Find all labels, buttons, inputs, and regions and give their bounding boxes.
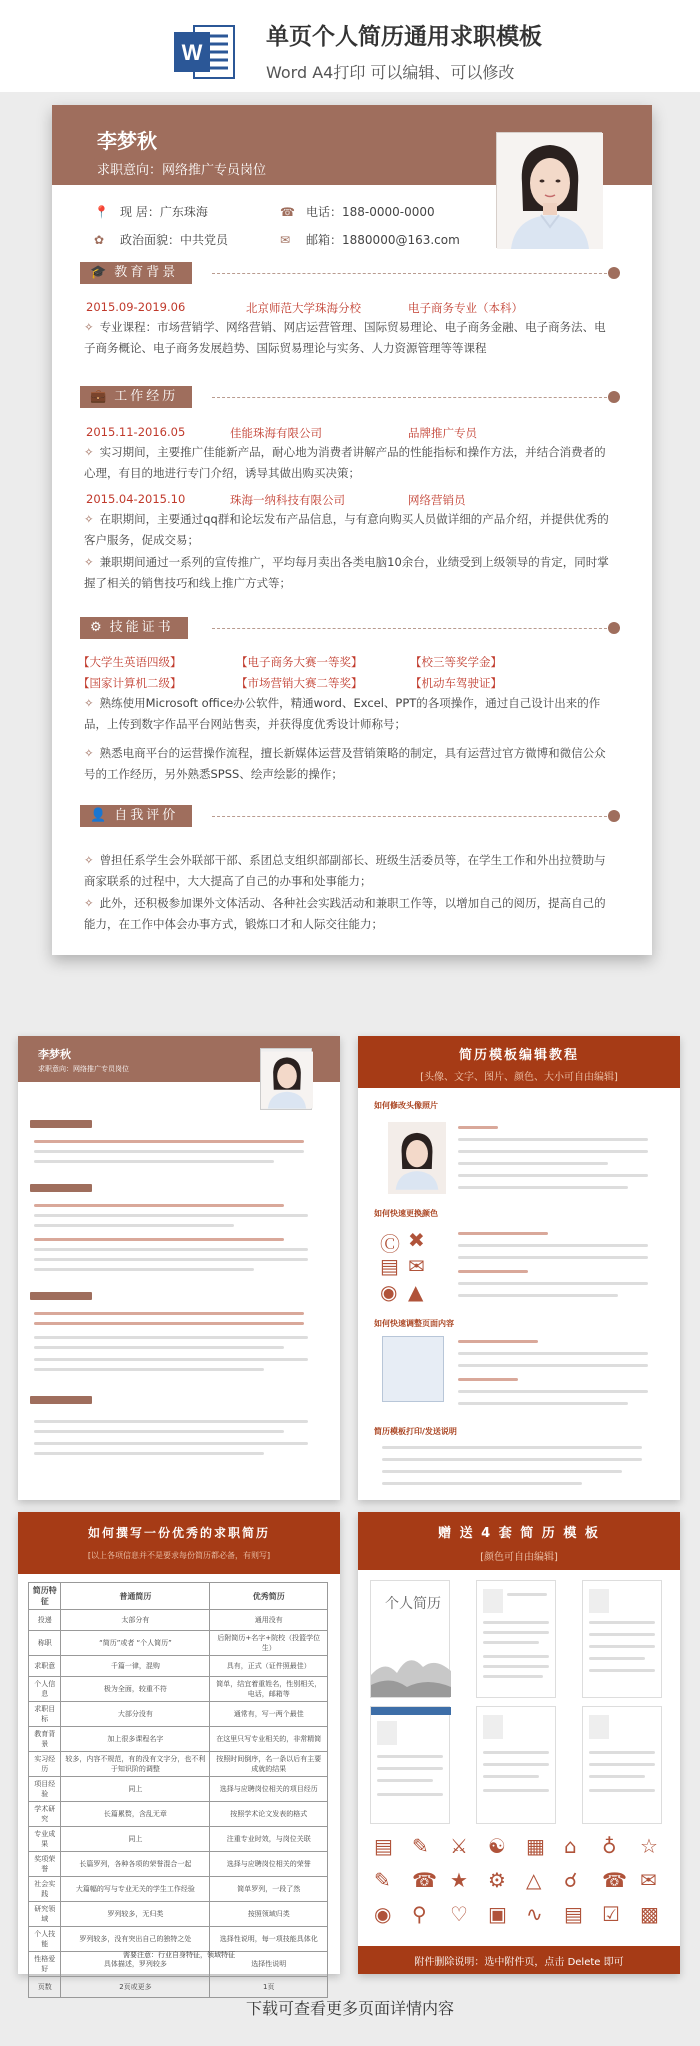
table-cell: 选择与应聘岗位相关的荣誉 — [210, 1852, 328, 1877]
table-row — [29, 1777, 328, 1802]
section-dot — [608, 391, 620, 403]
page-header — [0, 0, 700, 92]
table-cell: 个人信息 — [29, 1677, 61, 1702]
table-cell: 选择性说明 — [210, 1952, 328, 1977]
thumb-gift: 赠 送 4 套 简 历 模 板 [颜色可自由编辑] 个人简历 ▤ ✎ ⚔ ☯ ▦ ⌂ ♁ ☆ ✎ ☎ ★ ⚙ △ ☌ ☎ ✉ ◉ ⚲ ♡ ▣ ∿ ▤ ☑ ▩ 附件删除说明：选中附件页，点击 Delete 即可 — [358, 1512, 680, 1974]
email-value: 1880000@163.com — [342, 233, 460, 247]
skill-item: ✧ 熟练使用Microsoft office办公软件，精通word、Excel、PPT的各项操作，通过自己设计出来的作品，上传到数字作品平台网站售卖，并获得度优秀设计师称号； — [84, 696, 601, 731]
cert-item: 【校三等奖学金】 — [410, 655, 502, 669]
thumb-resume-target: 求职意向：网络推广专员岗位 — [38, 1065, 129, 1073]
table-cell: 加上很多课程名字 — [61, 1727, 210, 1752]
tutorial-title: 简历模板编辑教程 — [458, 1048, 579, 1063]
table-row — [29, 1727, 328, 1752]
location-pin-icon: 📍 — [94, 205, 109, 219]
thumb-tutorial: 简历模板编辑教程 [头像、文字、图片、颜色、大小可自由编辑] 如何修改头像照片 如何快速更换颜色 Ⓒ ✖ ▤ ✉ ◉ ▲ 如何快速调整页面内容 简历模板打印/发送说明 — [358, 1036, 680, 1500]
politics-label: 政治面貌： — [120, 233, 181, 247]
info-location-row — [94, 203, 208, 220]
evaluation-item: ✧ 曾担任系学生会外联部干部、系团总支组织部副部长、班级生活委员等，在学生工作和外出拉赞助与商家联系的过程中，大大提高了自己的办事和处事能力； — [84, 853, 606, 888]
table-cell: 研究领域 — [29, 1902, 61, 1927]
word-doc-icon — [174, 22, 236, 82]
doc-icon: ▤ — [380, 1254, 399, 1278]
cert-item: 【电子商务大赛一等奖】 — [236, 655, 363, 669]
table-cell: 罗列较多，无归类 — [61, 1902, 210, 1927]
camera-icon: ◉ — [380, 1280, 398, 1304]
table-cell: 教育背景 — [29, 1727, 61, 1752]
table-cell: “简历”或者 “个人简历” — [61, 1631, 210, 1656]
location-value: 广东珠海 — [159, 205, 208, 219]
table-cell: 同上 — [61, 1827, 210, 1852]
leaf-icon: ✿ — [94, 233, 105, 247]
table-row — [29, 1827, 328, 1852]
table-cell: 奖项荣誉 — [29, 1852, 61, 1877]
table-cell: 页数 — [29, 1977, 61, 1998]
phone-value: 188-0000-0000 — [342, 205, 435, 219]
table-cell: 千篇一律，混购 — [61, 1656, 210, 1677]
table-row — [29, 1977, 328, 1998]
page-title: 单页个人简历通用求职模板 — [266, 24, 542, 50]
table-cell: 简单罗列，一段了然 — [210, 1877, 328, 1902]
thumb-howto — [18, 1512, 340, 1991]
howto-subtitle: [以上各项信息并不是要求每份简历都必备，有则写] — [87, 1551, 271, 1560]
howto-footer: 需要注意：行业自身特征，领域特征 — [123, 1951, 235, 1959]
table-row — [29, 1677, 328, 1702]
table-cell: 选择与应聘岗位相关的项目经历 — [210, 1777, 328, 1802]
gift-subtitle: [颜色可自由编辑] — [480, 1552, 558, 1563]
work-item: ✧ 兼职期间通过一系列的宣传推广，平均每月卖出各类电脑10余台，业绩受到上级领导的肯定，同时掌握了相关的销售技巧和线上推广方式等； — [84, 555, 609, 590]
table-cell: 称职 — [29, 1631, 61, 1656]
table-cell: 实习经历 — [29, 1752, 61, 1777]
thumb-resume — [18, 1036, 340, 1500]
mini-template-5 — [476, 1706, 556, 1824]
mail-icon: ✉ — [408, 1254, 425, 1278]
table-row — [29, 1802, 328, 1827]
table-cell: 后附简历+名字+院校（投篮学位生） — [210, 1631, 328, 1656]
section-dot — [608, 622, 620, 634]
table-cell: 社会实践 — [29, 1877, 61, 1902]
table-cell: 简单，结宜着重姓名，性别相关，电话，邮箱等 — [210, 1677, 328, 1702]
person-icon: 👤 — [90, 808, 107, 823]
work-item: ✧ 实习期间，主要推广佳能新产品，耐心地为消费者讲解产品的性能指标和操作方法，并结合消费者的心理，有目的地进行专门介绍，诱导其做出购买决策； — [84, 445, 606, 480]
mini-template-1: 个人简历 — [370, 1580, 450, 1698]
politics-value: 中共党员 — [180, 233, 229, 247]
table-cell: 长篇罗列，各种各项的荣誉混合一起 — [61, 1852, 210, 1877]
section-skills-header: ⚙ 技能证书 — [80, 617, 188, 639]
section-dot — [608, 267, 620, 279]
gift-title: 赠 送 4 套 简 历 模 板 — [438, 1526, 600, 1541]
table-row — [29, 1631, 328, 1656]
resume-target: 求职意向：网络推广专员岗位 — [97, 163, 267, 178]
table-cell: 通用没有 — [210, 1610, 328, 1631]
tutorial-avatar — [388, 1122, 446, 1194]
cert-item: 【国家计算机二级】 — [78, 676, 182, 690]
table-cell: 求职目标 — [29, 1702, 61, 1727]
table-cell: 具有，正式（证件照最佳） — [210, 1656, 328, 1677]
table-cell: 按照学术论文发表的格式 — [210, 1802, 328, 1827]
table-cell: 项目经验 — [29, 1777, 61, 1802]
email-label: 邮箱： — [306, 233, 343, 247]
section-education-header: 🎓 教育背景 — [80, 262, 192, 284]
table-cell: 大部分没有 — [61, 1702, 210, 1727]
table-row — [29, 1852, 328, 1877]
section-evaluation-header: 👤 自我评价 — [80, 805, 192, 827]
table-row — [29, 1752, 328, 1777]
table-row — [29, 1877, 328, 1902]
resume-name: 李梦秋 — [97, 129, 157, 153]
gear-icon: ⚙ — [90, 620, 102, 635]
table-cell: 大篇幅的写与专业无关的学生工作经验 — [61, 1877, 210, 1902]
table-row — [29, 1927, 328, 1952]
thumb-resume-name: 李梦秋 — [38, 1048, 71, 1061]
info-phone-row — [280, 203, 435, 220]
table-cell: 罗列较多，没有突出自己的独特之处 — [61, 1927, 210, 1952]
table-cell: 在这里只写专业相关的，非常精简 — [210, 1727, 328, 1752]
table-cell: 2页或更多 — [61, 1977, 210, 1998]
evaluation-item: ✧ 此外，还积极参加课外文体活动、各种社会实践活动和兼职工作等，以增加自己的阅历，提高自己的能力，在工作中体会办事方式，锻炼口才和人际交往能力； — [84, 896, 606, 931]
table-cell: 选择性说明，每一项技能具体化 — [210, 1927, 328, 1952]
briefcase-icon: 💼 — [90, 389, 107, 404]
table-cell: 性格爱好 — [29, 1952, 61, 1977]
table-cell: 长篇累赘，含乱无章 — [61, 1802, 210, 1827]
location-pin-icon: ● — [94, 151, 105, 165]
graduation-cap-icon: 🎓 — [90, 265, 107, 280]
howto-title: 如何撰写一份优秀的求职简历 — [87, 1526, 270, 1540]
table-cell: 专业成果 — [29, 1827, 61, 1852]
table-cell: 投递 — [29, 1610, 61, 1631]
info-email-row — [280, 231, 460, 248]
table-row — [29, 1702, 328, 1727]
table-cell: 1页 — [210, 1977, 328, 1998]
mail-icon: ✉ — [280, 233, 291, 247]
table-cell: 学术研究 — [29, 1802, 61, 1827]
mini-template-4 — [370, 1706, 450, 1824]
cert-item: 【大学生英语四级】 — [78, 655, 182, 669]
table-cell: 注重专业时效，与岗位关联 — [210, 1827, 328, 1852]
avatar — [496, 132, 602, 248]
table-cell: 通常有，写一两个最佳 — [210, 1702, 328, 1727]
table-cell: 具体描述，罗列较多 — [61, 1952, 210, 1977]
cap-icon: ▲ — [408, 1280, 424, 1304]
mini-template-3 — [582, 1580, 662, 1698]
info-location — [94, 151, 120, 165]
mini-template-2 — [476, 1580, 556, 1698]
thumb-avatar — [260, 1048, 312, 1110]
ie-icon: Ⓒ — [380, 1232, 400, 1256]
location-label: 现 居： — [120, 205, 160, 219]
table-cell: 较多，内容不规范，有的没有文字分，也不利于知识阶的调整 — [61, 1752, 210, 1777]
section-dot — [608, 810, 620, 822]
tutorial-subtitle: [头像、文字、图片、颜色、大小可自由编辑] — [420, 1072, 618, 1083]
table-cell: 太部分有 — [61, 1610, 210, 1631]
table-row — [29, 1610, 328, 1631]
mini-template-6 — [582, 1706, 662, 1824]
education-detail: ✧ 专业课程：市场营销学、网络营销、网店运营管理、国际贸易理论、电子商务金融、电子商务法、电子商务概论、电子商务发展趋势、国际贸易理论与实务、人力资源管理等等课程 — [84, 320, 606, 355]
portrait-image — [497, 133, 603, 249]
table-cell: 个人技能 — [29, 1927, 61, 1952]
table-cell: 极为全面，较重不符 — [61, 1677, 210, 1702]
gift-footer: 附件删除说明：选中附件页，点击 Delete 即可 — [414, 1957, 624, 1968]
bottom-caption: 下载可查看更多页面详情内容 — [245, 1999, 454, 2018]
howto-table: 简历特征 普通简历 优秀简历 投递 太部分有 通用没有 称职 “简历”或者 “个人简历” 后附简历+名字+院校（投篮学位生） 求职意 千篇一律，混购 具有，正式（证件照最佳） 个人信息 极为全面，较重不符 简单，结宜着重姓名，性别相关，电话，邮箱等 求职目标 大部分没有 通常有，写一两个最佳 教育背景 加上很多课程名字 在这里只写专业相关的，非常精简 实习经历 较多，内容不规范，有的没有文字分，也不利于知识阶的调整 按照时间倒序，名一条以后有主要成就的结果 项目经验 同上 选择与应聘岗位相关的项目经历 学术研究 长篇累赘，含乱无章 按照学术论文发表的格式 专业成果 同上 注重专业时效，与岗位关联 奖项荣誉 长篇罗列，各种各项的荣誉混合一起 选择与应聘岗位相关的荣誉 社会实践 大篇幅的写与专业无关的学生工作经验 简单罗列，一段了然 研究领域 罗列较多，无归类 按照领域归类 个人技能 罗列较多，没有突出自己的独特之处 选择性说明，每一项技能具体化 性格爱好 具体描述，罗列较多 选择性说明 页数 2页或更多 1页 — [28, 1582, 328, 1998]
word-logo-letter: W — [181, 40, 203, 65]
section-work-header: 💼 工作经历 — [80, 386, 192, 408]
cert-item: 【机动车驾驶证】 — [410, 676, 502, 690]
resume-preview: 李梦秋 求职意向：网络推广专员岗位 ● 📍 现 居：广东珠海 ☎ 电话：188-0000-0000 ✿ 政治面貌：中共党员 ✉ 邮箱：1880000@163.com 🎓 教育背景 2015.09-2019.06 北京师范大学珠海分校 电子商务专业（本科） ✧ 专业课程：市场营销学、网络营销、网店运营管理、国际贸易理论、电子商务金融、电子商务法、电子商务概论、电子商务发展趋势、国际贸易理论与实务、人力资源管理等等课程 💼 工作经历 2015.11-2016.05 佳能珠海有限公司 品牌推广专员 ✧ 实习期间，主要推广佳能新产品，耐心地为消费者讲解产品的性能指标和操作方法，并结合消费者的心理，有目的地进行专门介绍，诱导其做出购买决策； 2015.04-2015.10 珠海一纳科技有限公司 网络营销员 ✧ 在职期间，主要通过qq群和论坛发布产品信息，与有意向购买人员做详细的产品介绍，并提供优秀的客户服务，促成交易； ✧ 兼职期间通过一系列的宣传推广，平均每月卖出各类电脑10余台，业绩受到上级领导的肯定，同时掌握了相关的销售技巧和线上推广方式等； ⚙ 技能证书 【大学生英语四级】 【电子商务大赛一等奖】 【校三等奖学金】 【国家计算机二级】 【市场营销大赛二等奖】 【机动车驾驶证】 ✧ 熟练使用Microsoft office办公软件，精通word、Excel、PPT的各项操作，通过自己设计出来的作品，上传到数字作品平台网站售卖，并获得度优秀设计师称号； ✧ 熟悉电商平台的运营操作流程，擅长新媒体运营及营销策略的制定，具有运营过官方微博和微信公众号的工作经历，另外熟悉SPSS、绘声绘影的操作； 👤 自我评价 ✧ 曾担任系学生会外联部干部、系团总支组织部副部长、班级生活委员等，在学生工作和外出拉赞助与商家联系的过程中，大大提高了自己的办事和处事能力； ✧ 此外，还积极参加课外文体活动、各种社会实践活动和兼职工作等，以增加自己的阅历，提高自己的能力，在工作中体会办事方式，锻炼口才和人际交往能力； — [52, 105, 652, 955]
work-item: ✧ 在职期间，主要通过qq群和论坛发布产品信息，与有意向购买人员做详细的产品介绍，并提供优秀的客户服务，促成交易； — [84, 512, 609, 547]
table-cell: 按照时间倒序，名一条以后有主要成就的结果 — [210, 1752, 328, 1777]
table-row — [29, 1656, 328, 1677]
info-politics-row — [94, 231, 228, 248]
page-subtitle: Word A4打印 可以编辑、可以修改 — [266, 63, 515, 82]
cert-item: 【市场营销大赛二等奖】 — [236, 676, 363, 690]
table-cell: 同上 — [61, 1777, 210, 1802]
phone-label: 电话： — [306, 205, 343, 219]
table-row — [29, 1902, 328, 1927]
tools-icon: ✖ — [408, 1228, 425, 1252]
phone-icon: ☎ — [280, 205, 295, 219]
table-cell: 按照领域归类 — [210, 1902, 328, 1927]
skill-item: ✧ 熟悉电商平台的运营操作流程，擅长新媒体运营及营销策略的制定，具有运营过官方微博和微信公众号的工作经历，另外熟悉SPSS、绘声绘影的操作； — [84, 746, 606, 781]
table-cell: 求职意 — [29, 1656, 61, 1677]
